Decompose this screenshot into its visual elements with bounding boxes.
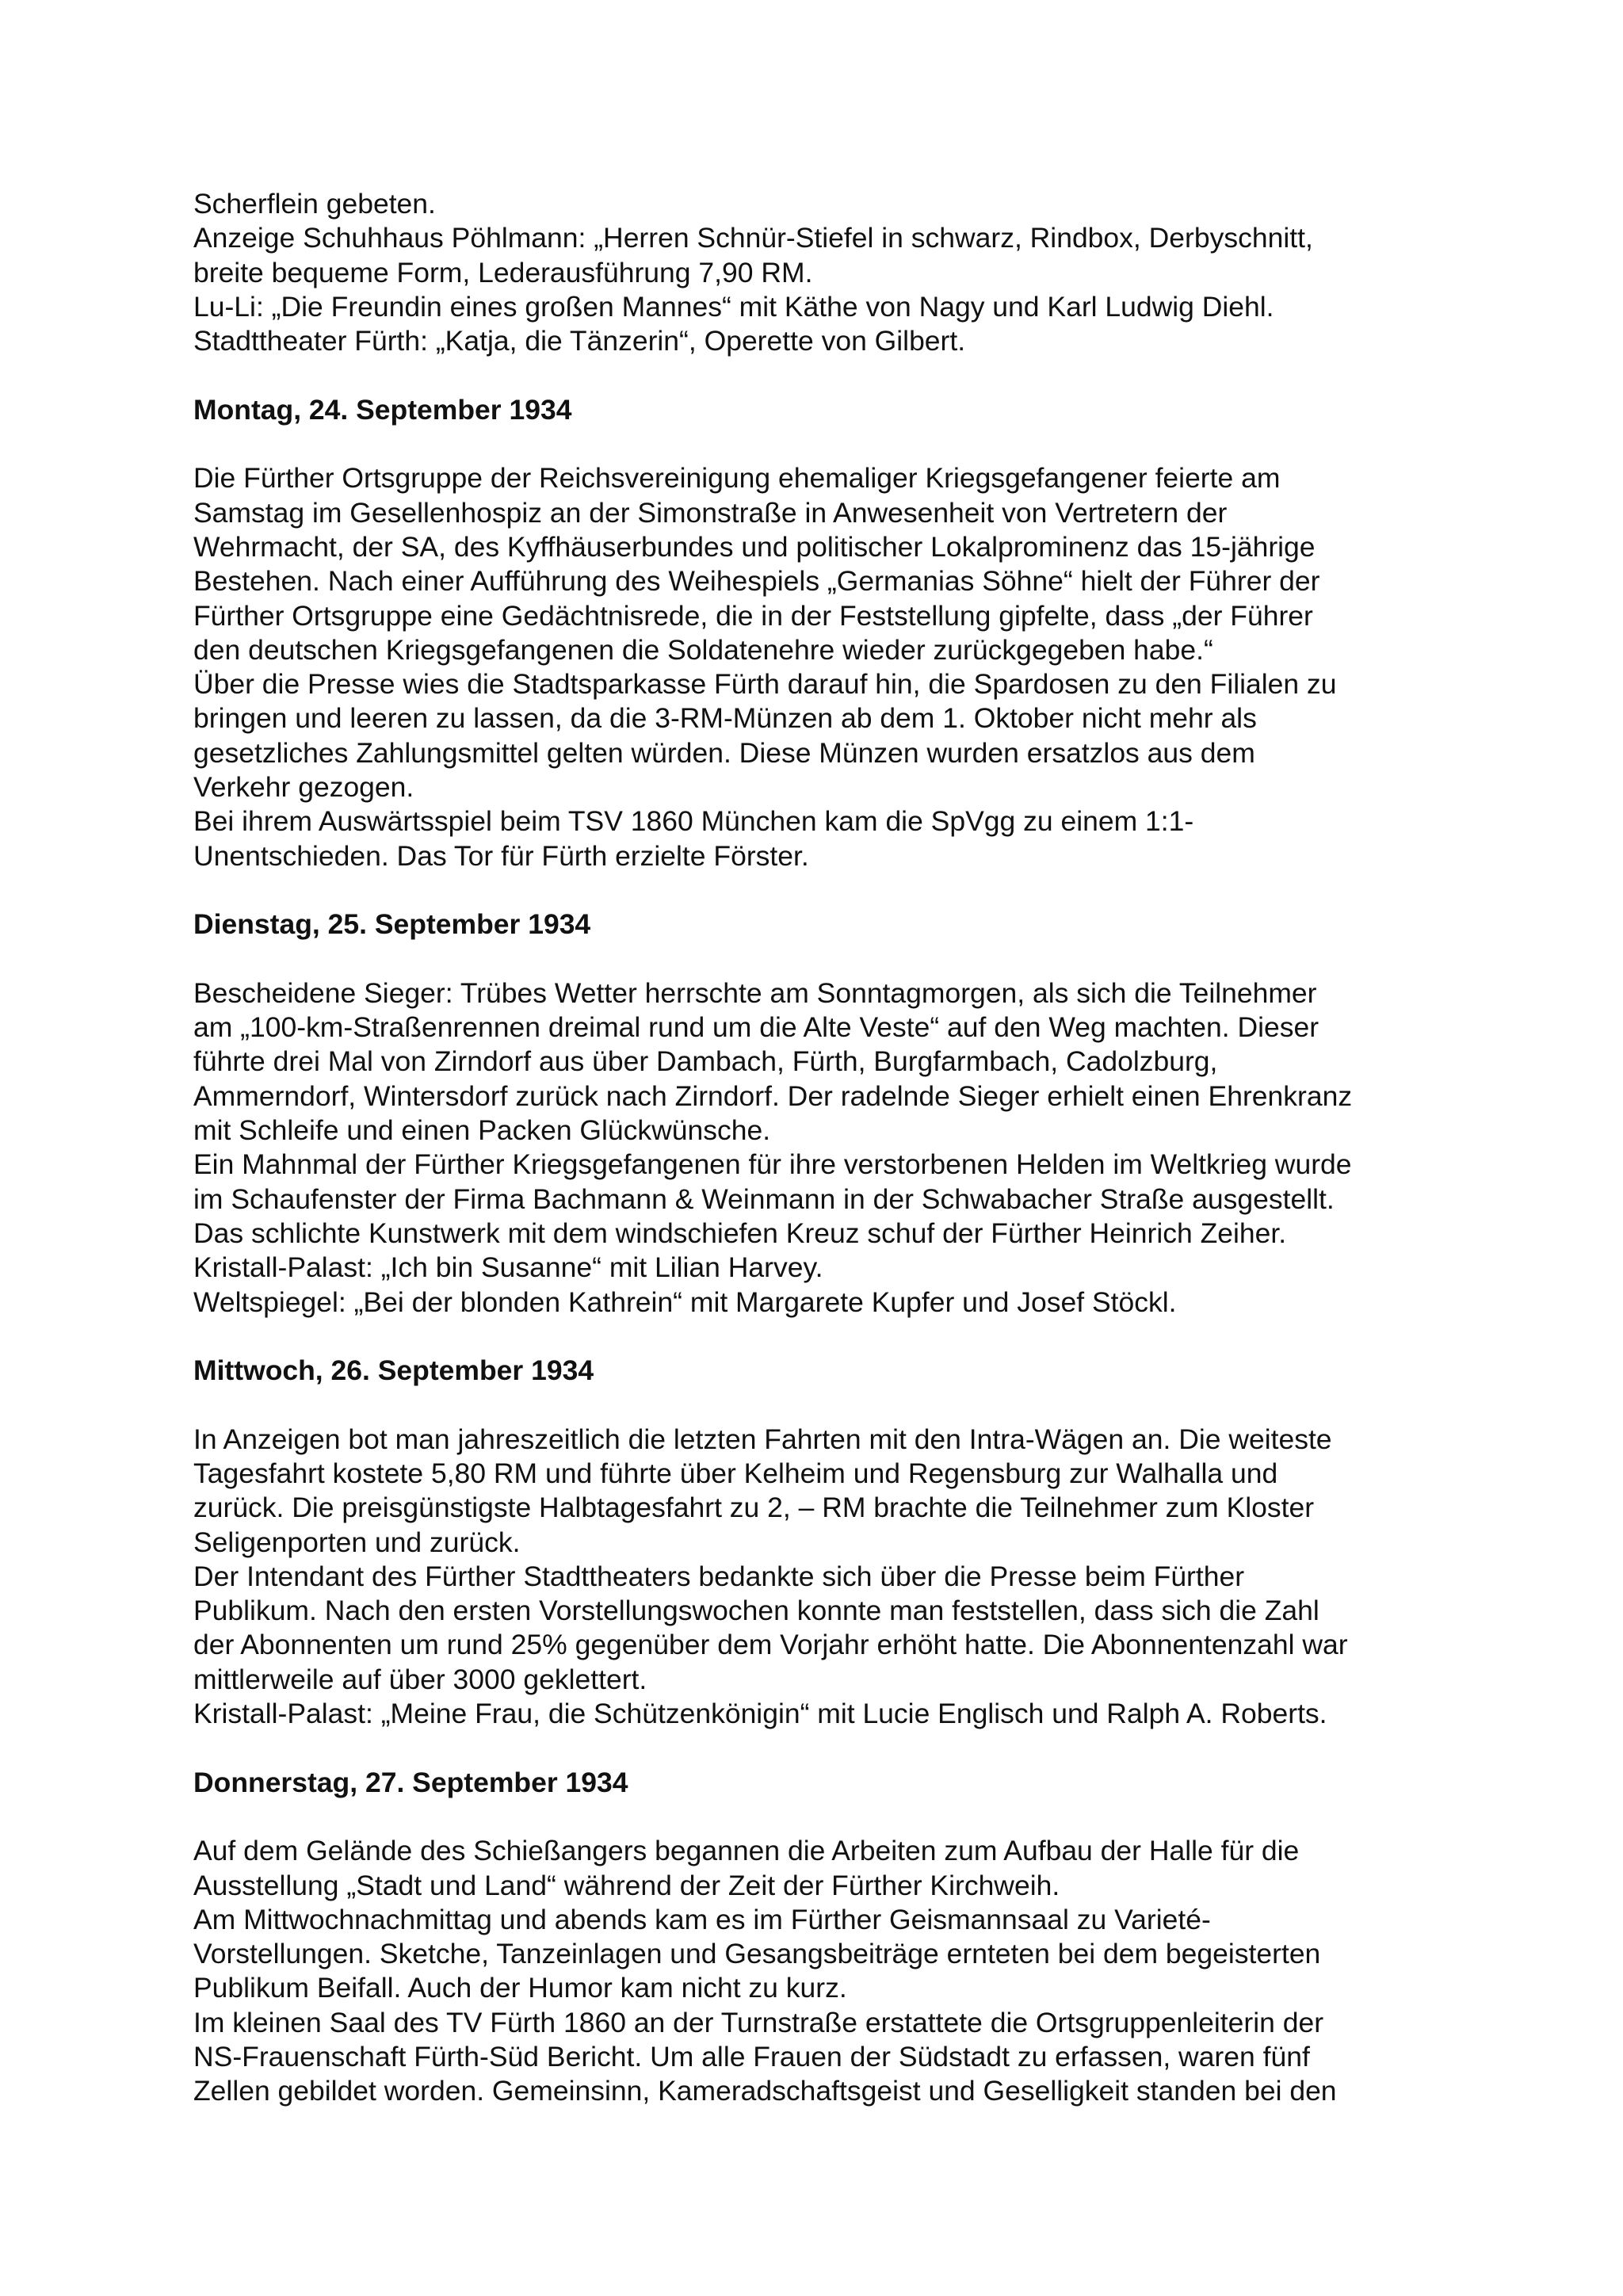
text-line: der Abonnenten um rund 25% gegenüber dem Vorjahr erhöht hatte. Die Abonnentenzahl war bbox=[193, 1629, 1348, 1661]
section-body bbox=[193, 1834, 1461, 2108]
paragraph-gap bbox=[193, 427, 1461, 461]
text-line: mittlerweile auf über 3000 geklettert. bbox=[193, 1663, 647, 1695]
text-line: Publikum Beifall. Auch der Humor kam nicht zu kurz. bbox=[193, 1972, 847, 2004]
text-line: Im kleinen Saal des TV Fürth 1860 an der Turnstraße erstattete die Ortsgruppenleiterin der bbox=[193, 2006, 1324, 2038]
text-line: breite bequeme Form, Lederausführung 7,90 RM. bbox=[193, 256, 813, 288]
text-line: Verkehr gezogen. bbox=[193, 771, 414, 804]
text-line: Das schlichte Kunstwerk mit dem windschiefen Kreuz schuf der Fürther Heinrich Zeiher. bbox=[193, 1217, 1287, 1249]
text-line: Bei ihrem Auswärtsspiel beim TSV 1860 München kam die SpVgg zu einem 1:1- bbox=[193, 805, 1194, 838]
section-heading: Donnerstag, 27. September 1934 bbox=[193, 1766, 628, 1798]
text-line: führte drei Mal von Zirndorf aus über Dambach, Fürth, Burgfarmbach, Cadolzburg, bbox=[193, 1045, 1218, 1078]
text-line: Der Intendant des Fürther Stadttheaters bedankte sich über die Presse beim Fürther bbox=[193, 1560, 1245, 1592]
text-line: Die Fürther Ortsgruppe der Reichsvereinigung ehemaliger Kriegsgefangener feierte am bbox=[193, 462, 1281, 495]
section-body bbox=[193, 1423, 1461, 1732]
text-line: Kristall-Palast: „Ich bin Susanne“ mit Lilian Harvey. bbox=[193, 1251, 823, 1284]
text-line: Unentschieden. Das Tor für Fürth erzielte Förster. bbox=[193, 839, 809, 872]
text-line: bringen und leeren zu lassen, da die 3-RM-Münzen ab dem 1. Oktober nicht mehr als bbox=[193, 702, 1257, 735]
paragraph-gap bbox=[193, 1320, 1461, 1354]
text-line: Samstag im Gesellenhospiz an der Simonstraße in Anwesenheit von Vertretern der bbox=[193, 496, 1228, 529]
paragraph-gap bbox=[193, 358, 1461, 392]
text-line: Am Mittwochnachmittag und abends kam es im Fürther Geismannsaal zu Varieté- bbox=[193, 1903, 1211, 1935]
section-body bbox=[193, 976, 1461, 1320]
text-line: Bescheidene Sieger: Trübes Wetter herrschte am Sonntagmorgen, als sich die Teilnehmer bbox=[193, 976, 1317, 1009]
text-line: Fürther Ortsgruppe eine Gedächtnisrede, die in der Feststellung gipfelte, dass „der Führer bbox=[193, 599, 1313, 632]
text-line: Ammerndorf, Wintersdorf zurück nach Zirndorf. Der radelnde Sieger erhielt einen Ehrenkranz bbox=[193, 1079, 1353, 1112]
text-line: Ein Mahnmal der Fürther Kriegsgefangenen für ihre verstorbenen Helden im Weltkrieg wurde bbox=[193, 1148, 1352, 1181]
paragraph-gap bbox=[193, 873, 1461, 907]
text-line: Lu-Li: „Die Freundin eines großen Mannes“ mit Käthe von Nagy und Karl Ludwig Diehl. bbox=[193, 290, 1274, 323]
paragraph-gap bbox=[193, 942, 1461, 976]
text-line: Seligenporten und zurück. bbox=[193, 1526, 521, 1558]
section-heading: Mittwoch, 26. September 1934 bbox=[193, 1354, 594, 1387]
text-line: Zellen gebildet worden. Gemeinsinn, Kameradschaftsgeist und Geselligkeit standen bei den bbox=[193, 2075, 1337, 2107]
text-line: NS-Frauenschaft Fürth-Süd Bericht. Um alle Frauen der Südstadt zu erfassen, waren fünf bbox=[193, 2041, 1310, 2073]
text-line: Bestehen. Nach einer Aufführung des Weihespiels „Germanias Söhne“ hielt der Führer der bbox=[193, 565, 1320, 598]
text-line: Auf dem Gelände des Schießangers begannen die Arbeiten zum Aufbau der Halle für die bbox=[193, 1835, 1300, 1867]
intro-paragraph bbox=[193, 187, 1461, 358]
text-line: Stadttheater Fürth: „Katja, die Tänzerin“, Operette von Gilbert. bbox=[193, 325, 966, 357]
text-line: Scherflein gebeten. bbox=[193, 188, 436, 220]
text-line: zurück. Die preisgünstigste Halbtagesfahrt zu 2, – RM brachte die Teilnehmer zum Kloster bbox=[193, 1492, 1315, 1524]
text-line: Tagesfahrt kostete 5,80 RM und führte über Kelheim und Regensburg zur Walhalla und bbox=[193, 1457, 1278, 1489]
text-line: im Schaufenster der Firma Bachmann & Weinmann in der Schwabacher Straße ausgestellt. bbox=[193, 1182, 1335, 1215]
text-line: Weltspiegel: „Bei der blonden Kathrein“ mit Margarete Kupfer und Josef Stöckl. bbox=[193, 1286, 1177, 1318]
section-heading: Montag, 24. September 1934 bbox=[193, 393, 572, 426]
section-heading: Dienstag, 25. September 1934 bbox=[193, 908, 591, 941]
text-line: Publikum. Nach den ersten Vorstellungswochen konnte man feststellen, dass sich die Zahl bbox=[193, 1595, 1319, 1627]
text-line: Kristall-Palast: „Meine Frau, die Schützenkönigin“ mit Lucie Englisch und Ralph A. Roberts. bbox=[193, 1698, 1327, 1730]
text-line: Wehrmacht, der SA, des Kyffhäuserbundes und politischer Lokalprominenz das 15-jährige bbox=[193, 530, 1316, 563]
text-line: Anzeige Schuhhaus Pöhlmann: „Herren Schnür-Stiefel in schwarz, Rindbox, Derbyschnitt, bbox=[193, 222, 1313, 254]
document-body bbox=[193, 187, 1461, 2109]
paragraph-gap bbox=[193, 1731, 1461, 1765]
text-line: Ausstellung „Stadt und Land“ während der Zeit der Fürther Kirchweih. bbox=[193, 1869, 1060, 1901]
text-line: Über die Presse wies die Stadtsparkasse Fürth darauf hin, die Spardosen zu den Filialen zu bbox=[193, 668, 1337, 701]
text-line: am „100-km-Straßenrennen dreimal rund um die Alte Veste“ auf den Weg machten. Dieser bbox=[193, 1011, 1319, 1044]
paragraph-gap bbox=[193, 1388, 1461, 1422]
text-line: gesetzliches Zahlungsmittel gelten würden. Diese Münzen wurden ersatzlos aus dem bbox=[193, 736, 1255, 769]
text-line: mit Schleife und einen Packen Glückwünsche. bbox=[193, 1114, 771, 1147]
section-body bbox=[193, 461, 1461, 873]
paragraph-gap bbox=[193, 1800, 1461, 1834]
text-line: Vorstellungen. Sketche, Tanzeinlagen und Gesangsbeiträge ernteten bei dem begeisterten bbox=[193, 1938, 1321, 1970]
text-line: In Anzeigen bot man jahreszeitlich die letzten Fahrten mit den Intra-Wägen an. Die weiteste bbox=[193, 1423, 1332, 1455]
text-line: den deutschen Kriegsgefangenen die Soldatenehre wieder zurückgegeben habe.“ bbox=[193, 633, 1213, 666]
